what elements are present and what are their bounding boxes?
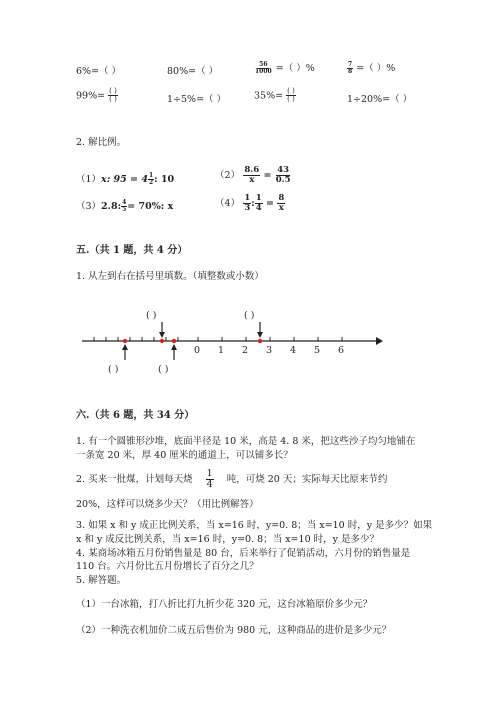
top-paren-1: ( )	[146, 310, 157, 321]
row2-item1: 99%= $\frac{( )}{( )}$	[76, 87, 117, 104]
section6-q4-line2: 110 台。六月份比五月份增长了百分之几？	[76, 561, 259, 572]
section6-q4-line1: 4. 某商场冰箱五月份销售量是 80 台，后来举行了促销活动，六月份的销售量是	[76, 548, 411, 559]
section6-q1-line1: 1. 有一个圆锥形沙堆，底面半径是 10 米，高是 4. 8 米，把这些沙子均匀地铺在	[76, 436, 416, 447]
section5-q1: 1. 从左到右在括号里填数。（填整数或小数）	[76, 271, 264, 282]
row1-item4: $\frac{7}{8}$ =（ ）%	[348, 60, 396, 75]
section6-q1-line2: 一条宽 20 米，厚 40 厘米的通道上，可以铺多长？	[76, 450, 293, 461]
row2-item2: 1÷5%=（ ）	[167, 94, 227, 105]
section6-q3-line2: x 和 y 成反比例关系，当 x=16 时，y=0. 8；当 x=10 时，y 是多少？	[76, 534, 380, 545]
proportion-1: （1）x: 95 = 4 $\frac{1}{2}$ : 10	[76, 171, 175, 186]
tick-label-6: 6	[338, 345, 345, 356]
fraction: $\frac{( )}{( )}$	[109, 87, 117, 104]
fraction: $\frac{56}{1000}$	[255, 60, 272, 75]
point-2	[160, 339, 164, 343]
point-4	[258, 339, 262, 343]
proportion-2: （2） $\frac{8.6}{x}$ = $\frac{43}{0.5}$	[215, 165, 291, 185]
section6-title: 六.（共 6 题，共 34 分）	[76, 410, 195, 421]
section6-q2-line1: 2. 买来一批煤，计划每天烧 $\frac{1}{4}$ 吨，可烧 20 天；实际每天比原来节约	[76, 468, 388, 490]
proportion-3: （3）2.8: $\frac{4}{5}$ = 70%: x	[76, 198, 174, 213]
bottom-paren-2: ( )	[158, 364, 169, 375]
section6-q5-2: （2）一种洗衣机加价二成五后售价为 980 元，这种商品的进价是多少元？	[76, 625, 392, 636]
proportion-4: （4） $\frac{1}{3}$ : $\frac{1}{4}$ = $\frac{8}{x}$	[215, 193, 285, 213]
point-1	[123, 339, 127, 343]
section6-q5-1: （1）一台冰箱，打八折比打九折少花 320 元，这台冰箱原价多少元？	[76, 599, 373, 610]
row1-item1: 6%=（ ）	[76, 66, 122, 77]
fraction: $\frac{7}{8}$	[348, 60, 353, 75]
row2-item3: 35%= $\frac{( )}{( )}$	[254, 87, 295, 104]
tick-label-0: 0	[194, 345, 201, 356]
tick-label-5: 5	[314, 345, 321, 356]
section6-q2-line2: 20%，这样可以烧多少天？（用比例解答）	[76, 499, 259, 510]
fraction: $\frac{( )}{( )}$	[287, 87, 295, 104]
section6-q3-line1: 3. 如果 x 和 y 成正比例关系，当 x=16 时，y=0. 8；当 x=10 时，y 是多少？如果	[76, 520, 433, 531]
section6-q5: 5. 解答题。	[76, 575, 127, 586]
tick-label-4: 4	[290, 345, 297, 356]
row2-item4: 1÷20%=（ ）	[347, 94, 413, 105]
bottom-paren-1: ( )	[108, 364, 119, 375]
row1-item3: $\frac{56}{1000}$ =（ ）%	[255, 60, 315, 75]
top-paren-2: ( )	[244, 310, 255, 321]
tick-label-2: 2	[242, 345, 249, 356]
q2-title: 2. 解比例。	[76, 137, 127, 148]
point-3	[172, 339, 176, 343]
row1-item2: 80%=（ ）	[167, 66, 219, 77]
section5-title: 五.（共 1 题，共 4 分）	[76, 245, 188, 256]
tick-label-1: 1	[218, 345, 225, 356]
tick-label-3: 3	[266, 345, 273, 356]
